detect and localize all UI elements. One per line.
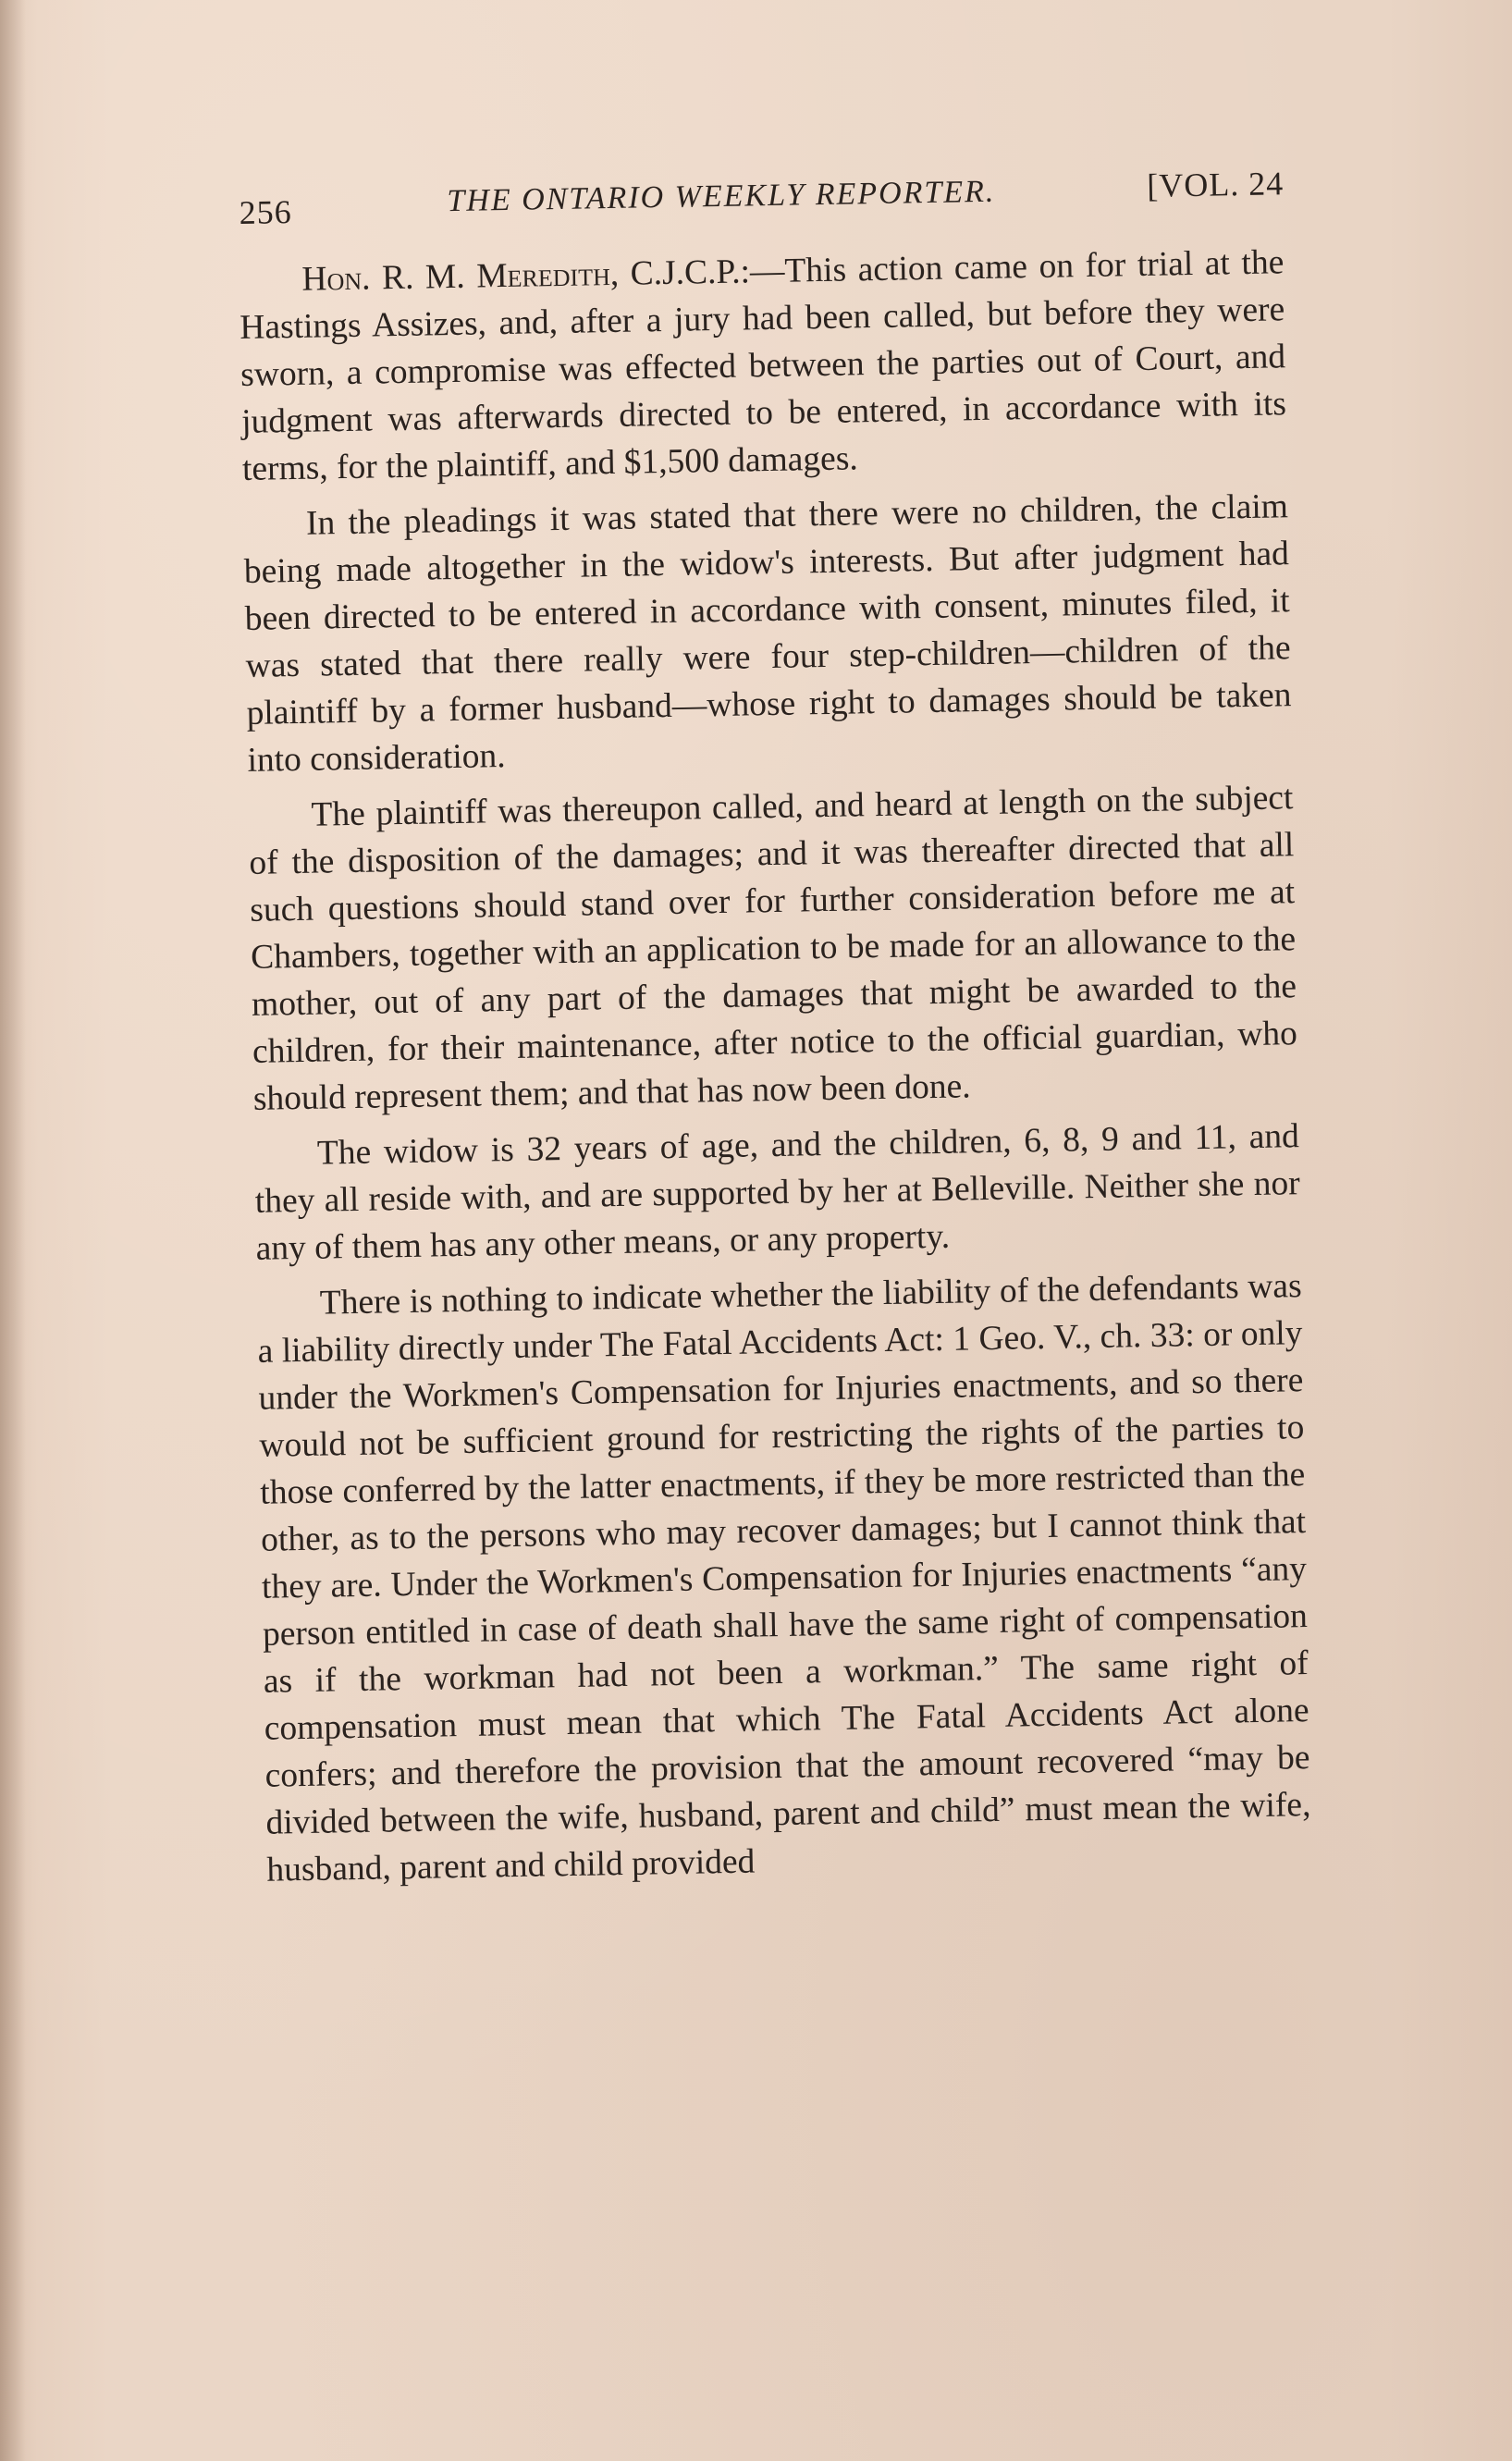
judgment-text bbox=[239, 239, 1312, 1901]
running-title: THE ONTARIO WEEKLY REPORTER. bbox=[447, 174, 996, 219]
page-number: 256 bbox=[239, 193, 292, 231]
paragraph-1-text: —This action came on for trial at the Hastings Assizes, and, after a jury had been called, but before they were sworn, a compromise was effected between the parties out of Court, and judgment was afterwards directed to be entered, in accordance with its terms, for the plaintiff, and $1,500 damages. bbox=[239, 243, 1287, 488]
paragraph-4: The widow is 32 years of age, and the children, 6, 8, 9 and 11, and they all reside with, and are supported by her at Belleville. Neither she nor any of them has any other means, or any property. bbox=[254, 1117, 1301, 1268]
paragraph-5: There is nothing to indicate whether the liability of the defendants was a liability directly under The Fatal Accidents Act: 1 Geo. V., ch. 33: or only under the Workmen's Compensation for Injuries enactments, and so there would not be sufficient ground for restricting the rights of the parties to those conferred by the latter enactments, if they be more restricted than the other, as to the persons who may recover damages; but I cannot think that they are. Under the Workmen's Compensation for Injuries enactments “any person entitled in case of death shall have the same right of compensation as if the workman had not been a workman.” The same right of compensation must mean that which The Fatal Accidents Act alone confers; and therefore the provision that the amount recovered “may be divided between the wife, husband, parent and child” must mean the wife, husband, parent and child provided bbox=[257, 1267, 1311, 1889]
paragraph-2: In the pleadings it was stated that there were no children, the claim being made altogether in the widow's interests. But after judgment had been directed to be entered in accordance with consent, minutes filed, it was stated that there really were four step-children—children of the plaintiff by a former husband—whose right to damages should be taken into consideration. bbox=[243, 487, 1292, 780]
binding-edge-shadow bbox=[0, 0, 26, 2461]
paragraph-1 bbox=[239, 239, 1287, 493]
judge-name: Hon. R. M. Meredith, C.J.C.P.: bbox=[301, 252, 751, 299]
paragraph-3: The plaintiff was thereupon called, and heard at length on the subject of the disposition of the damages; and it was thereafter directed that all such questions should stand over for further consideration before me at Chambers, together with an application to be made for an allowance to the mother, out of any part of the damages that might be awarded to the children, for their maintenance, after notice to the official guardian, who should represent them; and that has now been done. bbox=[249, 779, 1298, 1118]
volume-marker: [VOL. 24 bbox=[1146, 165, 1285, 204]
page-header bbox=[239, 162, 1285, 236]
